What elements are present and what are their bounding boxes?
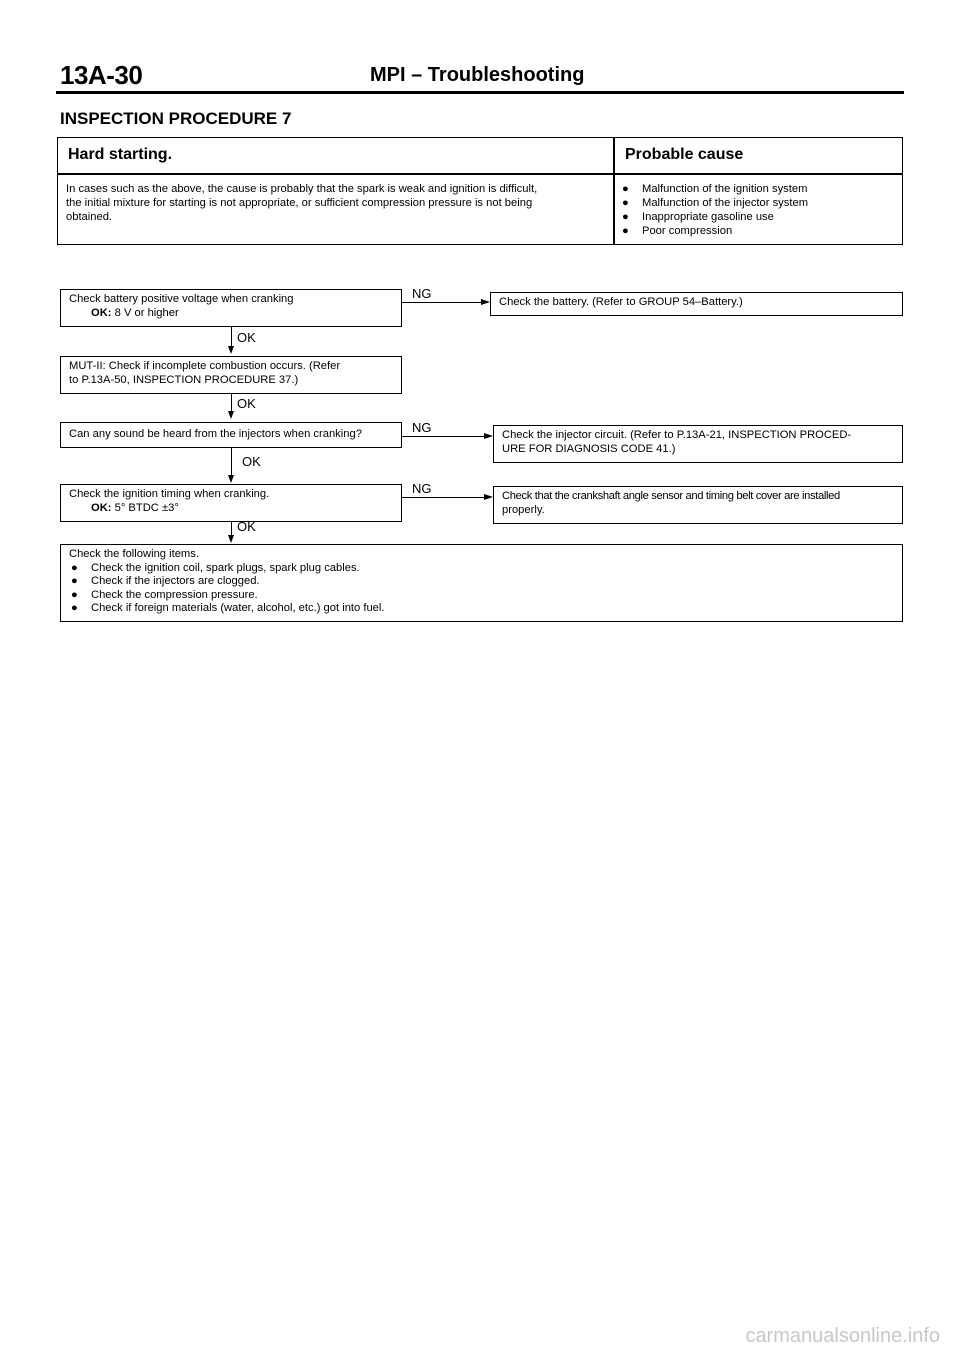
page-title: MPI – Troubleshooting [370, 64, 585, 86]
ng-connector [402, 302, 483, 303]
arrow-right-icon [484, 494, 493, 500]
table-divider-vertical [613, 138, 615, 244]
page-number: 13A-30 [60, 60, 143, 90]
check-items-list [69, 562, 894, 616]
step-check-items [60, 544, 903, 622]
ok-connector [231, 522, 232, 536]
list-item [620, 224, 900, 238]
symptom-heading: Hard starting. [68, 146, 173, 163]
bullet-icon: ● [71, 561, 78, 574]
step-check-battery [490, 292, 903, 316]
list-item [620, 196, 900, 210]
step-crank-angle-sensor [493, 486, 903, 524]
ok-value: 5° BTDC ±3° [114, 501, 179, 514]
bullet-icon: ● [622, 183, 629, 195]
step-injector-sound [60, 422, 402, 448]
ng-label: NG [412, 286, 432, 301]
watermark: carmanualsonline.info [745, 1325, 940, 1347]
step-text: Check the ignition timing when cranking. [69, 488, 270, 500]
probable-cause-list [620, 182, 900, 238]
description-line: In cases such as the above, the cause is probably that the spark is weak and ignition is difficult, [66, 183, 538, 195]
step-text: URE FOR DIAGNOSIS CODE 41.) [502, 442, 676, 455]
step-text: MUT-II: Check if incomplete combustion occurs. (Refer [69, 360, 341, 372]
step-mut-ii-check [60, 356, 402, 394]
list-item [69, 562, 894, 576]
bullet-icon: ● [622, 211, 629, 223]
step-text: Check that the crankshaft angle sensor and timing belt cover are installed [502, 490, 840, 502]
step-text: Check the following items. [69, 548, 199, 560]
ok-label: OK: [91, 501, 112, 514]
list-item [69, 602, 894, 616]
cause-text: Malfunction of the ignition system [642, 183, 808, 195]
header-rule [56, 91, 904, 94]
ok-label: OK: [91, 306, 112, 319]
ng-connector [402, 497, 486, 498]
arrow-down-icon [228, 346, 234, 354]
arrow-down-icon [228, 475, 234, 483]
step-text: Check the injector circuit. (Refer to P.13A-21, INSPECTION PROCED- [502, 429, 852, 441]
arrow-right-icon [484, 433, 493, 439]
ok-connector [231, 327, 232, 347]
arrow-down-icon [228, 535, 234, 543]
ok-label: OK [237, 519, 256, 534]
step-text: properly. [502, 503, 545, 516]
symptom-table [57, 137, 903, 245]
list-item [620, 210, 900, 224]
item-text: Check if foreign materials (water, alcohol, etc.) got into fuel. [91, 602, 385, 614]
list-item [69, 575, 894, 589]
cause-text: Inappropriate gasoline use [642, 211, 774, 223]
list-item [69, 589, 894, 603]
step-text: to P.13A-50, INSPECTION PROCEDURE 37.) [69, 373, 299, 386]
ok-label: OK [237, 396, 256, 411]
bullet-icon: ● [71, 602, 78, 614]
description-line: obtained. [66, 211, 113, 223]
bullet-icon: ● [622, 197, 629, 209]
item-text: Check the compression pressure. [91, 588, 258, 601]
procedure-title: INSPECTION PROCEDURE 7 [60, 109, 292, 128]
list-item [620, 182, 900, 196]
step-text: Can any sound be heard from the injectors when cranking? [69, 428, 362, 440]
ok-label: OK [242, 454, 261, 469]
arrow-right-icon [481, 299, 490, 305]
table-divider-horizontal [58, 173, 902, 175]
cause-text: Poor compression [642, 225, 733, 237]
symptom-description [66, 182, 606, 224]
ng-label: NG [412, 481, 432, 496]
probable-cause-heading: Probable cause [625, 146, 744, 163]
step-text: Check the battery. (Refer to GROUP 54–Battery.) [499, 296, 743, 308]
ok-connector [231, 448, 232, 476]
step-text: Check battery positive voltage when cranking [69, 293, 294, 305]
step-injector-circuit [493, 425, 903, 463]
cause-text: Malfunction of the injector system [642, 197, 809, 209]
step-ignition-timing [60, 484, 402, 522]
ok-connector [231, 394, 232, 412]
bullet-icon: ● [622, 225, 629, 237]
bullet-icon: ● [71, 575, 78, 587]
ng-connector [402, 436, 486, 437]
item-text: Check the ignition coil, spark plugs, spark plug cables. [91, 561, 360, 574]
arrow-down-icon [228, 411, 234, 419]
ok-label: OK [237, 330, 256, 345]
bullet-icon: ● [71, 588, 78, 601]
description-line: the initial mixture for starting is not appropriate, or sufficient compression pressure is not being [66, 197, 533, 209]
item-text: Check if the injectors are clogged. [91, 575, 260, 587]
ok-value: 8 V or higher [114, 306, 179, 319]
ng-label: NG [412, 420, 432, 435]
step-battery-voltage [60, 289, 402, 327]
